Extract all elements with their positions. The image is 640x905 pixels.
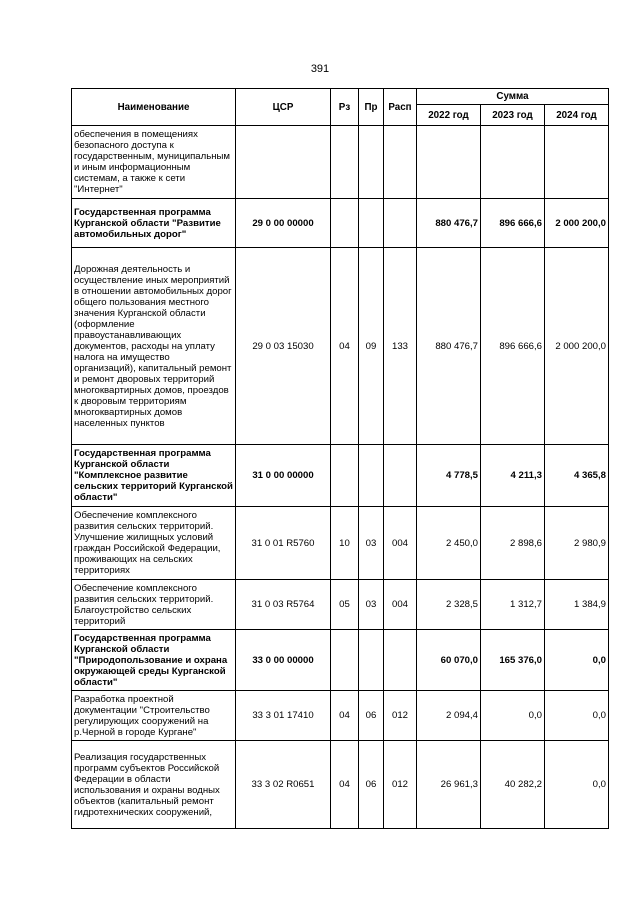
- row-rasp: 012: [384, 691, 417, 741]
- row-rz: 04: [331, 741, 359, 829]
- row-name: Разработка проектной документации "Строительство регулирующих сооружений на р.Черной в городе Кургане": [72, 691, 236, 741]
- budget-table: [71, 88, 609, 829]
- row-pr: [359, 199, 384, 248]
- row-pr: 03: [359, 507, 384, 580]
- row-pr: 09: [359, 248, 384, 445]
- row-2024: 0,0: [545, 741, 609, 829]
- table-row: [72, 199, 609, 248]
- row-rasp: 133: [384, 248, 417, 445]
- row-csr: 31 0 03 R5764: [236, 580, 331, 630]
- row-2023: 896 666,6: [481, 248, 545, 445]
- row-2023: 2 898,6: [481, 507, 545, 580]
- row-2024: [545, 126, 609, 199]
- row-2024: 0,0: [545, 630, 609, 691]
- row-name: Государственная программа Курганской области "Природопользование и охрана окружающей среды Курганской области": [72, 630, 236, 691]
- table-row: [72, 445, 609, 507]
- row-2023: 896 666,6: [481, 199, 545, 248]
- row-pr: [359, 445, 384, 507]
- row-pr: [359, 630, 384, 691]
- row-rasp: [384, 126, 417, 199]
- row-2024: 0,0: [545, 691, 609, 741]
- row-rz: [331, 630, 359, 691]
- row-csr: 29 0 03 15030: [236, 248, 331, 445]
- row-2024: 2 000 200,0: [545, 199, 609, 248]
- row-2022: 2 450,0: [417, 507, 481, 580]
- header-name: Наименование: [72, 89, 236, 126]
- row-rz: 10: [331, 507, 359, 580]
- row-2023: 165 376,0: [481, 630, 545, 691]
- row-2024: 1 384,9: [545, 580, 609, 630]
- row-rz: [331, 199, 359, 248]
- row-pr: [359, 126, 384, 199]
- row-rz: [331, 445, 359, 507]
- row-rasp: [384, 445, 417, 507]
- row-2022: 2 094,4: [417, 691, 481, 741]
- row-csr: 33 3 01 17410: [236, 691, 331, 741]
- row-rz: 05: [331, 580, 359, 630]
- row-name: Государственная программа Курганской области "Комплексное развитие сельских территорий Курганской области": [72, 445, 236, 507]
- row-2022: 880 476,7: [417, 248, 481, 445]
- header-2022: 2022 год: [417, 105, 481, 126]
- row-2022: 880 476,7: [417, 199, 481, 248]
- row-rasp: [384, 199, 417, 248]
- page-number: 391: [310, 63, 330, 75]
- header-rz: Рз: [331, 89, 359, 126]
- header-csr: ЦСР: [236, 89, 331, 126]
- row-name: Дорожная деятельность и осуществление иных мероприятий в отношении автомобильных дорог общего пользования местного значения Курганской области (оформление правоустанавливающих документов, расходы на уплату налога на имущество организаций), капитальный ремонт и ремонт дворовых территорий многоквартирных домов, проездов к дворовым территориям многоквартирных домов населенных пунктов: [72, 248, 236, 445]
- row-name: обеспечения в помещениях безопасного доступа к государственным, муниципальным и иным информационным системам, а также к сети "Интернет": [72, 126, 236, 199]
- row-2022: 4 778,5: [417, 445, 481, 507]
- header-sum: Сумма: [417, 89, 609, 105]
- table-row: [72, 507, 609, 580]
- row-rasp: 004: [384, 507, 417, 580]
- header-rasp: Расп: [384, 89, 417, 126]
- row-rasp: 012: [384, 741, 417, 829]
- row-2022: 2 328,5: [417, 580, 481, 630]
- row-csr: 29 0 00 00000: [236, 199, 331, 248]
- row-csr: 33 0 00 00000: [236, 630, 331, 691]
- row-csr: 33 3 02 R0651: [236, 741, 331, 829]
- row-rasp: [384, 630, 417, 691]
- row-2024: 2 000 200,0: [545, 248, 609, 445]
- table-row: [72, 248, 609, 445]
- row-pr: 06: [359, 691, 384, 741]
- row-2023: [481, 126, 545, 199]
- table-row: [72, 126, 609, 199]
- table-row: [72, 741, 609, 829]
- row-2023: 4 211,3: [481, 445, 545, 507]
- row-name: Обеспечение комплексного развития сельских территорий. Улучшение жилищных условий граждан Российской Федерации, проживающих на сельских территориях: [72, 507, 236, 580]
- row-rz: [331, 126, 359, 199]
- table-row: [72, 691, 609, 741]
- row-pr: 06: [359, 741, 384, 829]
- row-2024: 4 365,8: [545, 445, 609, 507]
- header-pr: Пр: [359, 89, 384, 126]
- row-name: Государственная программа Курганской области "Развитие автомобильных дорог": [72, 199, 236, 248]
- row-2022: 60 070,0: [417, 630, 481, 691]
- row-rz: 04: [331, 691, 359, 741]
- row-2022: 26 961,3: [417, 741, 481, 829]
- row-pr: 03: [359, 580, 384, 630]
- row-csr: 31 0 00 00000: [236, 445, 331, 507]
- row-2023: 40 282,2: [481, 741, 545, 829]
- header-2024: 2024 год: [545, 105, 609, 126]
- row-csr: [236, 126, 331, 199]
- table-row: [72, 580, 609, 630]
- row-csr: 31 0 01 R5760: [236, 507, 331, 580]
- table-row: [72, 630, 609, 691]
- row-name: Обеспечение комплексного развития сельских территорий. Благоустройство сельских территорий: [72, 580, 236, 630]
- row-2022: [417, 126, 481, 199]
- row-2024: 2 980,9: [545, 507, 609, 580]
- row-name: Реализация государственных программ субъектов Российской Федерации в области использования и охраны водных объектов (капитальный ремонт гидротехнических сооружений,: [72, 741, 236, 829]
- row-2023: 1 312,7: [481, 580, 545, 630]
- header-2023: 2023 год: [481, 105, 545, 126]
- row-2023: 0,0: [481, 691, 545, 741]
- row-rasp: 004: [384, 580, 417, 630]
- row-rz: 04: [331, 248, 359, 445]
